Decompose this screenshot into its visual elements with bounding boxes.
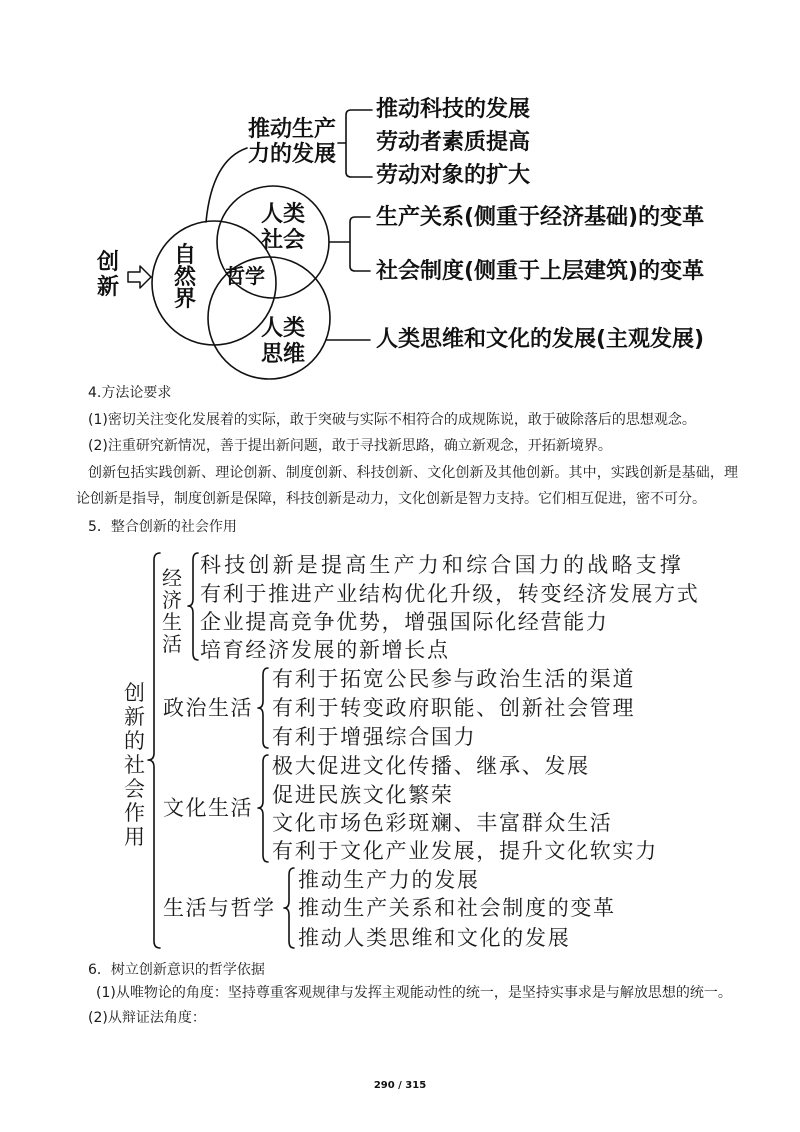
branch-economic-item: 企业提高竞争优势，增强国际化经营能力 xyxy=(200,610,609,634)
productivity-item: 劳动对象的扩大 xyxy=(376,163,531,188)
brace-political xyxy=(258,668,268,748)
society-item: 生产关系(侧重于经济基础)的变革 xyxy=(376,205,705,230)
section4-point: (1)密切关注变化发展着的实际，敢于突破与实际不相符合的成规陈说，敢于破除落后的思想观念。 xyxy=(88,412,696,428)
branch-political-item: 有利于拓宽公民参与政治生活的渠道 xyxy=(272,667,636,691)
productivity-item: 劳动者素质提高 xyxy=(376,130,531,155)
branch-political-item: 有利于增强综合国力 xyxy=(272,725,477,749)
brace-philosophy xyxy=(284,868,294,948)
circle-center-label: 哲学 xyxy=(225,264,265,288)
section6-heading: 6．树立创新意识的哲学依据 xyxy=(88,962,265,978)
branch-philosophy-item: 推动人类思维和文化的发展 xyxy=(298,926,571,950)
branch-cultural-item: 有利于文化产业发展，提升文化软实力 xyxy=(272,839,658,863)
branch-economic-item: 有利于推进产业结构优化升级，转变经济发展方式 xyxy=(200,582,700,606)
arrow-right-icon xyxy=(128,266,151,288)
circle-society-label: 人类社会 xyxy=(261,202,306,253)
branch-economic-label: 经济生活 xyxy=(162,566,182,656)
branch-philosophy-label: 生活与哲学 xyxy=(163,896,276,920)
society-item: 社会制度(侧重于上层建筑)的变革 xyxy=(376,259,705,284)
branch-philosophy-item: 推动生产力的发展 xyxy=(298,868,480,892)
circle-thinking-label: 人类思维 xyxy=(261,316,306,367)
branch-political-label: 政治生活 xyxy=(163,696,253,720)
page-number: 290 / 315 xyxy=(373,1080,427,1091)
productivity-label: 推动生产力的发展 xyxy=(248,117,337,167)
branch-economic-item: 培育经济发展的新增长点 xyxy=(200,638,450,662)
branch-cultural-item: 文化市场色彩斑斓、丰富群众生活 xyxy=(272,811,613,835)
branch-philosophy-item: 推动生产关系和社会制度的变革 xyxy=(298,896,616,920)
branch-economic-item: 科技创新是提高生产力和综合国力的战略支撑 xyxy=(200,553,684,577)
section4-heading: 4.方法论要求 xyxy=(88,385,172,401)
thinking-item: 人类思维和文化的发展(主观发展) xyxy=(376,327,705,352)
circle-nature-label: 自然界 xyxy=(174,243,197,312)
branch-cultural-item: 极大促进文化传播、继承、发展 xyxy=(272,754,590,778)
branch-cultural-label: 文化生活 xyxy=(163,796,253,820)
section4-point: (2)注重研究新情况，善于提出新问题，敢于寻找新思路，确立新观念，开拓新境界。 xyxy=(88,438,612,454)
productivity-item: 推动科技的发展 xyxy=(376,97,531,122)
section6-point: (1)从唯物论的角度：坚持尊重客观规律与发挥主观能动性的统一，是坚持实事求是与解放思想的统一。 xyxy=(96,985,732,1001)
brace-cultural xyxy=(258,755,268,862)
bracket-society xyxy=(329,217,370,271)
innovation-source-label: 创新 xyxy=(97,250,120,300)
section6-point: (2)从辩证法角度： xyxy=(88,1010,206,1026)
section5-heading: 5．整合创新的社会作用 xyxy=(88,519,237,535)
tree-root-label: 创新的社会作用 xyxy=(124,681,145,849)
section4-paragraph: 创新包括实践创新、理论创新、制度创新、科技创新、文化创新及其他创新。其中，实践创新是基础，理论创新是指导，制度创新是保障，科技创新是动力，文化创新是智力支持。它们相互促进，密不可分。 xyxy=(76,465,738,507)
branch-political-item: 有利于转变政府职能、创新社会管理 xyxy=(272,696,636,720)
branch-cultural-item: 促进民族文化繁荣 xyxy=(272,783,454,807)
brace-economic xyxy=(188,553,198,660)
